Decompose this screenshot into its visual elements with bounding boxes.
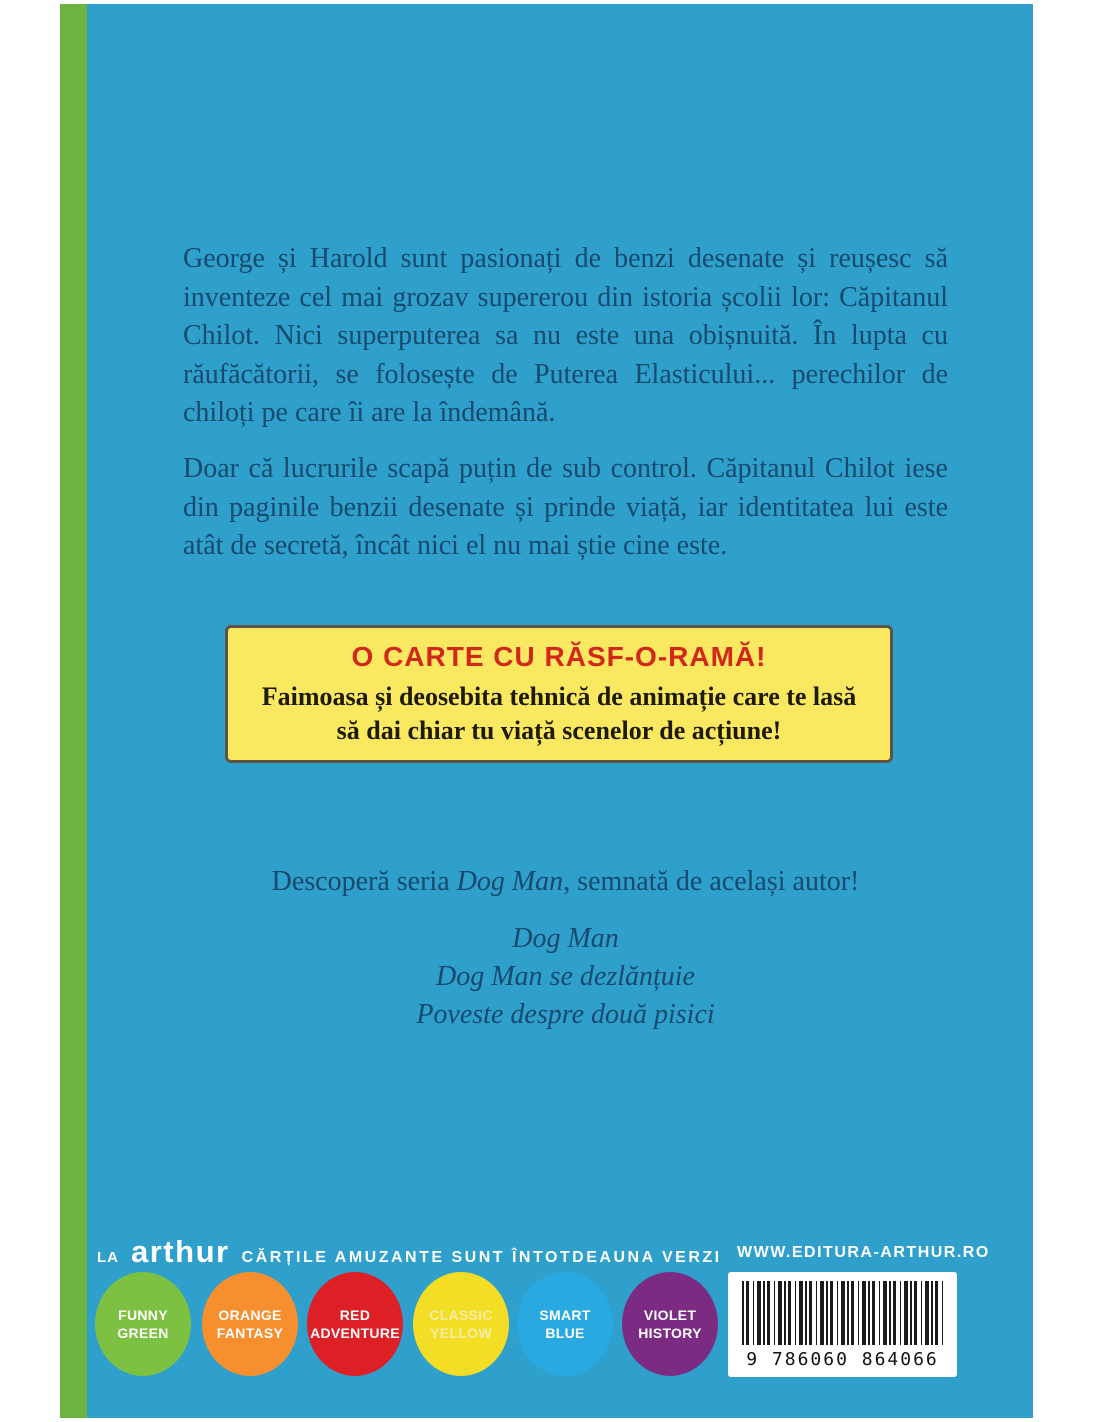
badge-label-line: VIOLET	[643, 1307, 697, 1323]
publisher-website-url: WWW.EDITURA-ARTHUR.RO	[737, 1244, 990, 1261]
promo-title: O CARTE CU RĂSF-O-RAMĂ!	[351, 641, 767, 672]
arthur-logo: arthur	[131, 1234, 230, 1269]
promo-box	[225, 625, 893, 763]
category-badge-classic-yellow	[413, 1272, 509, 1376]
green-edge-stripe	[60, 4, 87, 1418]
isbn-number: 9 786060 864066	[746, 1349, 939, 1370]
badge-label-line: SMART	[539, 1307, 591, 1323]
category-badge-funny-green	[95, 1272, 191, 1376]
category-badge-red-adventure	[307, 1272, 403, 1376]
badge-label-line: FANTASY	[216, 1325, 284, 1341]
publisher-brand-line	[97, 1234, 722, 1270]
badge-label-line: ORANGE	[218, 1307, 282, 1323]
badge-label-line: GREEN	[117, 1325, 169, 1341]
badge-label-line: CLASSIC	[429, 1307, 493, 1323]
badge-label-line: ADVENTURE	[310, 1325, 400, 1341]
brand-prefix: LA	[97, 1249, 119, 1266]
badge-label-line: FUNNY	[118, 1307, 168, 1323]
series-title: Poveste despre două pisici	[416, 999, 715, 1030]
badge-label-line: HISTORY	[638, 1325, 702, 1341]
series-intro-before: Descoperă seria	[271, 866, 457, 897]
series-title: Dog Man se dezlănțuie	[436, 961, 695, 992]
category-badge-violet-history	[622, 1272, 718, 1376]
series-intro-after: , semnată de același autor!	[563, 866, 860, 897]
synopsis-paragraph-1: George și Harold sunt pasionați de benzi desenate și reușesc să inventeze cel mai grozav supererou din istoria școlii lor: Căpitanul Chilot. Nici superputerea sa nu este una obișnuită. În lupta cu răufăcătorii, se folosește de Puterea Elasticului... perechilor de chiloți pe care îi are la îndemână.	[183, 243, 948, 428]
badge-label-line: BLUE	[545, 1325, 585, 1341]
category-badge-smart-blue	[517, 1272, 613, 1376]
series-title: Dog Man	[512, 923, 619, 954]
brand-tagline: CĂRȚILE AMUZANTE SUNT ÎNTOTDEAUNA VERZI	[241, 1249, 722, 1266]
barcode-bars	[742, 1281, 943, 1345]
synopsis-paragraph-2: Doar că lucrurile scapă puțin de sub control. Căpitanul Chilot iese din paginile benzii desenate și prinde viață, iar identitatea lui este atât de secretă, încât nici el nu mai știe cine este.	[183, 453, 948, 561]
book-back-cover	[60, 4, 1033, 1418]
series-title-list	[183, 920, 948, 1034]
barcode-panel	[728, 1272, 957, 1377]
series-name: Dog Man	[456, 866, 564, 897]
promo-text: Faimoasa și deosebita tehnică de animație care te lasă să dai chiar tu viață scenelor de acțiune!	[261, 682, 857, 745]
badge-label-line: YELLOW	[430, 1325, 492, 1341]
badge-label-line: RED	[339, 1307, 371, 1323]
series-intro	[183, 866, 948, 898]
category-badge-orange-fantasy	[202, 1272, 298, 1376]
